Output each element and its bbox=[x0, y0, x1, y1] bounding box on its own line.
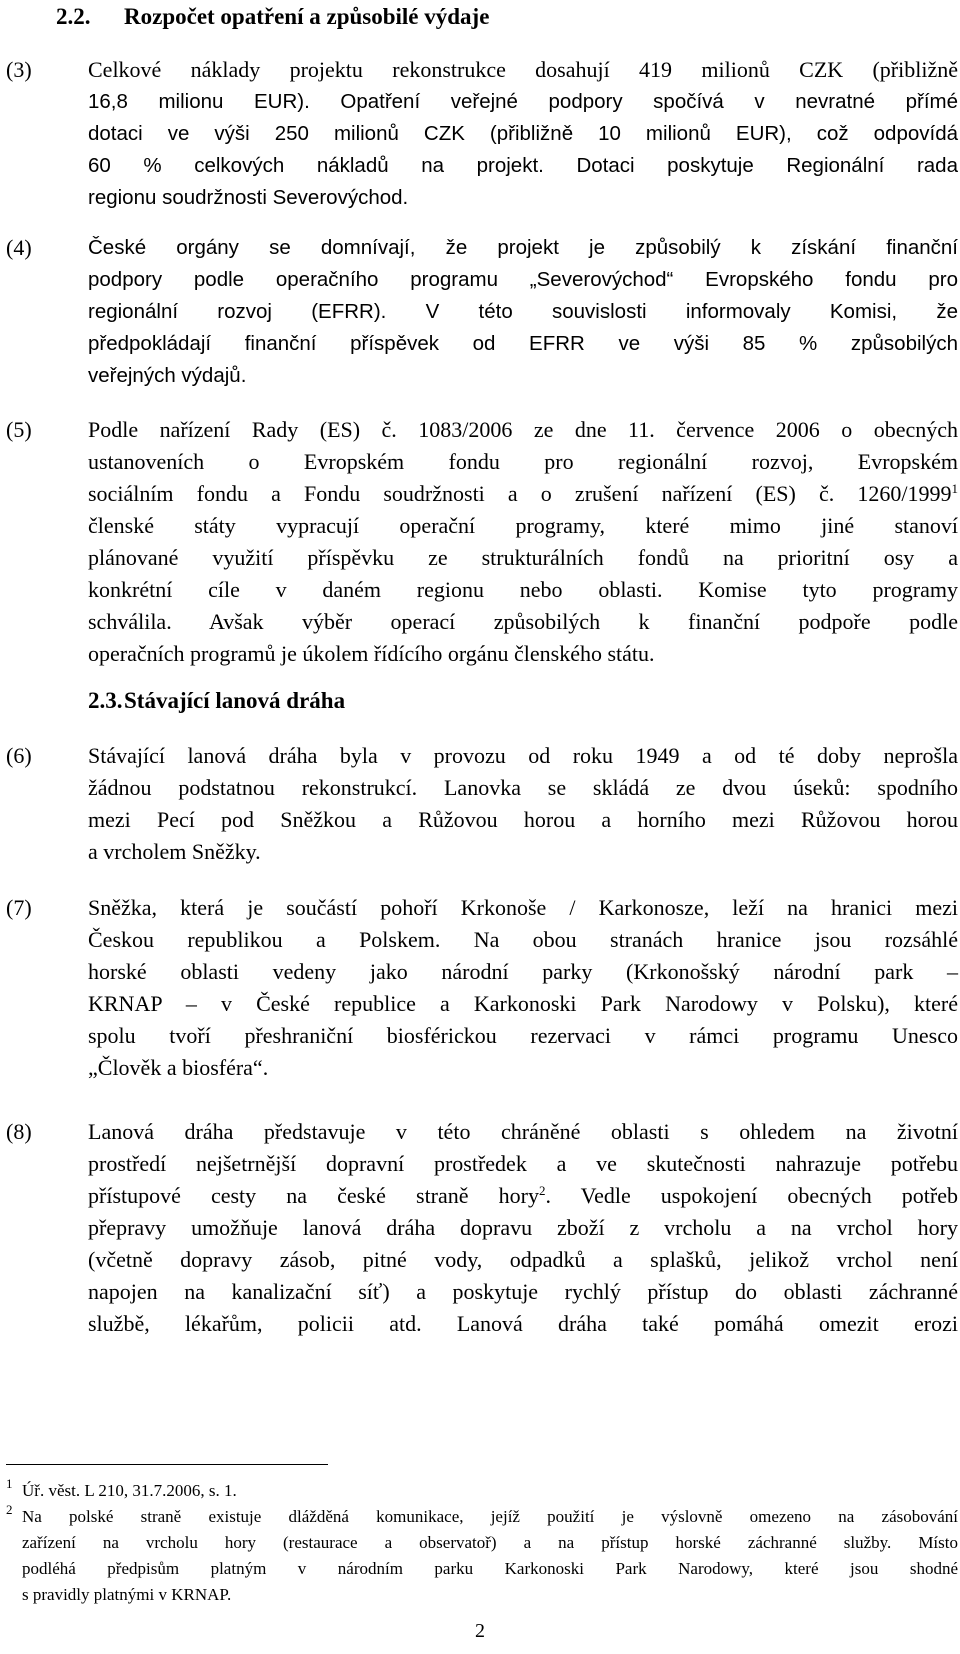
text-line: 60 % celkových nákladů na projekt. Dotaci poskytuje Regionální rada bbox=[88, 154, 958, 177]
text-line: Českou republikou a Polskem. Na obou stranách hranice jsou rozsáhlé bbox=[88, 927, 958, 952]
footnote-number: 2 bbox=[6, 1502, 13, 1517]
footnote-number: 1 bbox=[6, 1476, 13, 1491]
text-line: spolu tvoří přeshraniční biosférickou rezervaci v rámci programu Unesco bbox=[88, 1023, 958, 1048]
text-line: Celkové náklady projektu rekonstrukce dosahují 419 milionů CZK (přibližně bbox=[88, 57, 958, 82]
section-number: 2.3. bbox=[88, 688, 123, 713]
section-number: 2.2. bbox=[56, 4, 91, 29]
text-line: službě, lékařům, policii atd. Lanová dráha také pomáhá omezit erozi bbox=[88, 1311, 958, 1336]
paragraph-body bbox=[88, 414, 958, 670]
text-line: horské oblasti vedeny jako národní parky (Krkonošský národní park – bbox=[88, 959, 958, 984]
text-line: veřejných výdajů. bbox=[88, 364, 247, 387]
text-line: regionální rozvoj (EFRR). V této souvislosti informovaly Komisi, že bbox=[88, 300, 958, 323]
text-line: regionu soudržnosti Severovýchod. bbox=[88, 186, 409, 209]
text-line: Sněžka, která je součástí pohoří Krkonoše / Karkonosze, leží na hranici mezi bbox=[88, 895, 958, 920]
text-fragment: sociálním fondu a Fondu soudržnosti a o zrušení nařízení (ES) č. 1260/1999 bbox=[88, 481, 952, 506]
section-heading-2-3 bbox=[88, 686, 345, 716]
paragraph-body bbox=[88, 1116, 958, 1340]
text-line: (včetně dopravy zásob, pitné vody, odpadků a splašků, jelikož vrchol není bbox=[88, 1247, 958, 1272]
footnote-line: zařízení na vrcholu hory (restaurace a observatoř) a na přístup horské záchranné služby. Místo bbox=[22, 1533, 958, 1552]
text-line: KRNAP – v České republice a Karkonoski Park Narodowy v Polsku), které bbox=[88, 991, 958, 1016]
text-line: a vrcholem Sněžky. bbox=[88, 839, 261, 864]
paragraph-number: (7) bbox=[6, 895, 32, 920]
text-fragment: . Vedle uspokojení obecných potřeb bbox=[545, 1183, 958, 1208]
paragraph-body bbox=[88, 740, 958, 868]
text-line: mezi Pecí pod Sněžkou a Růžovou horou a horního mezi Růžovou horou bbox=[88, 807, 958, 832]
text-line: prostředí nejšetrnější dopravní prostředek a ve skutečnosti nahrazuje potřebu bbox=[88, 1151, 958, 1176]
paragraph-number: (5) bbox=[6, 417, 32, 442]
text-line: členské státy vypracují operační programy, které mimo jiné stanoví bbox=[88, 513, 958, 538]
page-number: 2 bbox=[475, 1620, 485, 1642]
paragraph-body bbox=[88, 54, 958, 214]
footnote-line: Úř. věst. L 210, 31.7.2006, s. 1. bbox=[22, 1481, 237, 1500]
text-line: podpory podle operačního programu „Severovýchod“ Evropského fondu pro bbox=[88, 268, 958, 291]
text-line: „Člověk a biosféra“. bbox=[88, 1055, 269, 1080]
footnote-line: podléhá předpisům platným v národním parku Karkonoski Park Narodowy, které jsou shodné bbox=[22, 1559, 958, 1578]
footnote-body bbox=[22, 1478, 958, 1504]
paragraph-body bbox=[88, 232, 958, 392]
text-line: ustanoveních o Evropském fondu pro regionální rozvoj, Evropském bbox=[88, 449, 958, 474]
section-heading-2-2 bbox=[56, 2, 489, 32]
text-line: předpokládají finanční příspěvek od EFRR ve výši 85 % způsobilých bbox=[88, 332, 958, 355]
paragraph-number: (3) bbox=[6, 57, 32, 82]
text-line: napojen na kanalizační síť) a poskytuje rychlý přístup do oblasti záchranné bbox=[88, 1279, 958, 1304]
text-line: plánované využití příspěvku ze strukturálních fondů na prioritní osy a bbox=[88, 545, 958, 570]
text-line: 16,8 milionu EUR). Opatření veřejné podpory spočívá v nevratné přímé bbox=[88, 90, 958, 113]
text-line: konkrétní cíle v daném regionu nebo oblasti. Komise tyto programy bbox=[88, 577, 958, 602]
text-line: operačních programů je úkolem řídícího orgánu členského státu. bbox=[88, 641, 655, 666]
text-line bbox=[88, 1180, 958, 1212]
text-line: dotaci ve výši 250 milionů CZK (přibližně 10 milionů EUR), což odpovídá bbox=[88, 122, 958, 145]
footnote-line: Na polské straně existuje dlážděná komunikace, jejíž použití je výslovně omezeno na zásobování bbox=[22, 1507, 958, 1526]
text-line: Stávající lanová dráha byla v provozu od roku 1949 a od té doby neprošla bbox=[88, 743, 958, 768]
footnote-line: s pravidly platnými v KRNAP. bbox=[22, 1585, 232, 1604]
text-line: Podle nařízení Rady (ES) č. 1083/2006 ze dne 11. července 2006 o obecných bbox=[88, 417, 958, 442]
footnote-separator bbox=[6, 1464, 328, 1465]
text-line: žádnou podstatnou rekonstrukcí. Lanovka se skládá ze dvou úseků: spodního bbox=[88, 775, 958, 800]
text-line: přepravy umožňuje lanová dráha dopravu zboží z vrcholu a na vrchol hory bbox=[88, 1215, 958, 1240]
footnote-reference-1[interactable]: 1 bbox=[951, 481, 958, 496]
paragraph-number: (6) bbox=[6, 743, 32, 768]
paragraph-number: (4) bbox=[6, 235, 32, 260]
paragraph-number: (8) bbox=[6, 1119, 32, 1144]
text-line: Lanová dráha představuje v této chráněné oblasti s ohledem na životní bbox=[88, 1119, 958, 1144]
section-title: Stávající lanová dráha bbox=[124, 688, 346, 713]
text-line: České orgány se domnívají, že projekt je způsobilý k získání finanční bbox=[88, 236, 958, 259]
footnote-body bbox=[22, 1504, 958, 1608]
paragraph-body bbox=[88, 892, 958, 1084]
footnote-reference-2[interactable]: 2 bbox=[538, 1183, 546, 1198]
section-title: Rozpočet opatření a způsobilé výdaje bbox=[124, 4, 490, 29]
text-fragment: přístupové cesty na české straně hory bbox=[88, 1183, 539, 1208]
text-line: schválila. Avšak výběr operací způsobilých k finanční podpoře podle bbox=[88, 609, 958, 634]
text-line bbox=[88, 478, 958, 510]
